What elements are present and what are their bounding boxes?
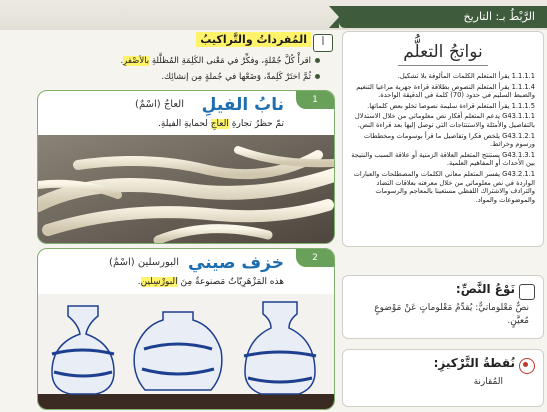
focus-point-label: نُقطةُ التَّرْكيزِ: [433, 356, 515, 370]
instruction-1 [20, 56, 320, 66]
instruction-2 [20, 72, 320, 82]
text-type-value: نصٌّ مَعْلوماتيٌّ: يُقدِّمُ مَعْلوماتٍ عَنْ مَوْضوعٍ مُعيَّنٍ. [374, 303, 529, 326]
card-word-info: العاجُ (اسْمٌ) [135, 99, 184, 110]
vocabulary-header [10, 32, 333, 54]
text-type-label: نَوْعُ النَّصِّ: [455, 282, 515, 296]
outcomes-title: نواتجُ التعلُّم [343, 42, 543, 66]
page-top-bar [0, 0, 547, 30]
card-sentence [158, 119, 284, 129]
target-icon [519, 358, 535, 374]
card-word: خزف صيني [188, 253, 284, 273]
learning-outcomes-box [342, 31, 544, 247]
outcome-item: G43.1.1.1 يدعم المتعلم أفكار نص معلوماتي من خلال الاستدلال بالتفاصيل والأمثلة والاستنتاجات التي توصل إليها بعد قراءة النص. [354, 112, 535, 129]
outcome-item: 1.1.1.1 يقرأ المتعلم الكلمات المألوفة بلا تشكيل. [397, 72, 535, 80]
focus-point-box [342, 349, 544, 407]
vocabulary-title: المُفرداتُ والتَّراكيبُ [196, 32, 311, 47]
outcome-item: 1.1.1.5 يقرأ المتعلم قراءة سليمة نصوصا تخلو بعض كلماتها. [367, 101, 535, 110]
card-word: نابُ الفيلِ [201, 95, 284, 115]
card-sentence-text: هذه المَزْهَرِيّاتُ مَصنوعةٌ مِنَ [177, 277, 284, 287]
outcome-item: G43.2.1.1 يفسر المتعلم معاني الكلمات والمصطلحات والعبارات الواردة في نص معلوماتي من خلال معرفته بعلاقات التضاد والترادف والاشتراك اللفظي مستعينا بالمعاجم والرسومات والموضوعات والمواد. [353, 169, 535, 204]
outcome-item: G43.1.2.1 يلخص فكرا وتفاصيل ما قرأ بوسومات ومخططات ورسوم وخرائط. [363, 131, 535, 149]
card-sentence-highlight: البورْسِلين [140, 277, 178, 287]
bullet-icon [315, 74, 320, 79]
outcomes-list [351, 72, 535, 206]
instruction-1-highlight: بالأصْفرِ [123, 56, 150, 66]
card-sentence-end: . [137, 277, 141, 287]
section-ribbon: الرَّبْطُ بـ: التاريخ [339, 6, 547, 28]
card-word-info: البورسلين (اسْمٌ) [109, 257, 179, 268]
instruction-1-end: . [120, 56, 124, 66]
card-sentence [138, 277, 284, 287]
outcome-item: G43.1.3.1 يستنتج المتعلم العلاقة الزمنية أو علاقة السبب والنتيجة بين الأحداث أو المفاهيم العلمية. [351, 150, 535, 168]
right-column [342, 31, 542, 412]
card-sentence-highlight: العاجِ [210, 119, 229, 129]
instruction-2-text: ثُمَّ اختَرْ كَلِمةً، وَضَعْها في جُملةٍ مِن إنشائِك. [161, 72, 311, 82]
bullet-icon [315, 58, 320, 63]
pencil-icon [519, 284, 535, 300]
text-type-box [342, 275, 544, 339]
vocab-card-porcelain [37, 248, 335, 410]
vocabulary-tag: أ [313, 34, 333, 52]
focus-point-value: المُقارنة [473, 377, 503, 387]
card-sentence-text: تمّ حظرُ تجارةِ [228, 119, 284, 129]
card-sentence-end: لحمايةِ الفيلةِ. [158, 119, 211, 129]
porcelain-vases-photo [38, 294, 334, 409]
card-number: 1 [296, 91, 334, 109]
outcome-item: 1.1.1.4 يقرأ المتعلم النصوص بطلاقة قراءة جهرية مراعيا التنغيم والضبط السليم في حدود (70) كلمة في الدقيقة الواحدة. [356, 82, 535, 100]
instruction-1-text: اقرأْ كُلَّ جُمْلةٍ، وفكِّرْ في مَعْنى الكَلِمَةِ المُظلَّلةِ [149, 56, 311, 66]
card-number: 2 [296, 249, 334, 267]
vocab-card-ivory [37, 90, 335, 244]
ivory-tusks-photo [38, 135, 334, 243]
